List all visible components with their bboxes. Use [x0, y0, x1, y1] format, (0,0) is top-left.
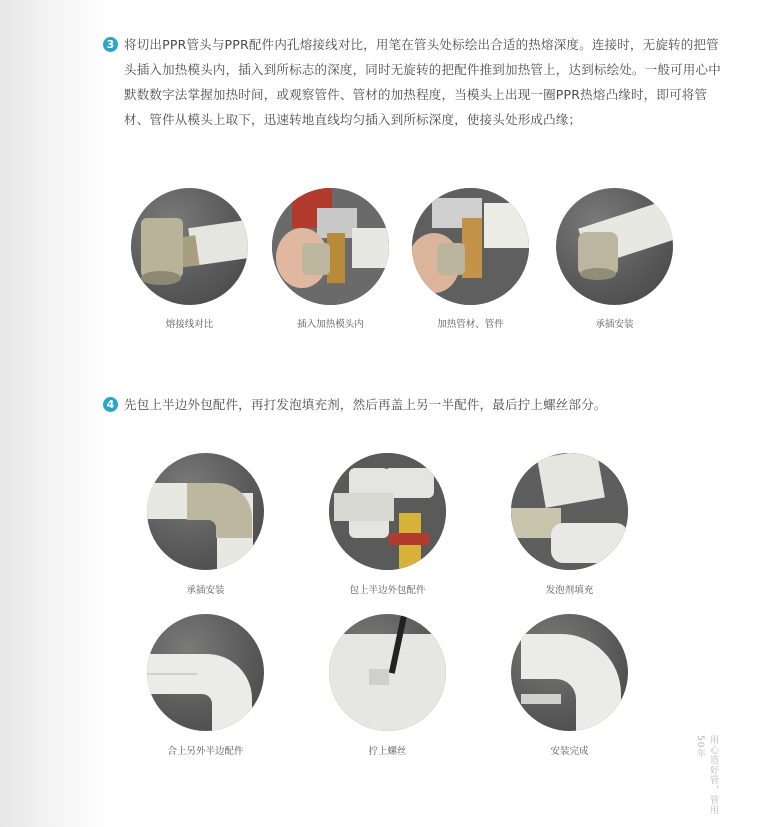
- step-3-line: 默数数字法掌握加热时间，或观察管件、管材的加热程度，当模头上出现一圈PPR热熔凸缘时，即可将管: [124, 87, 708, 102]
- caption-heating-pipe-fitting: 加热管材、管件: [437, 319, 504, 330]
- caption-foam-filling: 发泡剂填充: [545, 585, 594, 596]
- step-4-text: 先包上半边外包配件，再打发泡填充剂，然后再盖上另一半配件，最后拧上螺丝部分。: [124, 397, 607, 412]
- photo-wrap-half-cover: [329, 453, 446, 570]
- photo-tighten-screw: [329, 614, 446, 731]
- photo-heating-pipe-fitting: [412, 188, 529, 305]
- step-3-line: 将切出PPR管头与PPR配件内孔熔接线对比，用笔在管头处标绘出合适的热熔深度。连接时，无旋转的把管: [124, 37, 719, 52]
- photo-socket-install-2: [147, 453, 264, 570]
- slogan-vertical: 用心造好管，管用50年: [695, 735, 718, 815]
- caption-insert-heating-die: 插入加热模头内: [297, 319, 364, 330]
- photo-foam-filling: [511, 453, 628, 570]
- caption-socket-install-2: 承插安装: [186, 585, 225, 596]
- caption-socket-install-1: 承插安装: [595, 319, 634, 330]
- photo-install-complete: [511, 614, 628, 731]
- caption-wrap-half-cover: 包上半边外包配件: [349, 585, 426, 596]
- caption-weld-line-compare: 熔接线对比: [165, 319, 214, 330]
- caption-tighten-screw: 拧上螺丝: [368, 746, 407, 757]
- photo-weld-line-compare: [131, 188, 248, 305]
- step-3-text: [124, 32, 721, 132]
- step-3-badge: 3: [103, 37, 118, 52]
- step-4-badge: 4: [103, 397, 118, 412]
- photo-insert-heating-die: [272, 188, 389, 305]
- photo-socket-install-1: [556, 188, 673, 305]
- step-3-line: 头插入加热模头内，插入到所标志的深度，同时无旋转的把配件推到加热管上，达到标绘处。一般可用心中: [124, 62, 721, 77]
- caption-install-complete: 安装完成: [550, 746, 589, 757]
- photo-close-other-half: [147, 614, 264, 731]
- caption-close-other-half: 合上另外半边配件: [167, 746, 244, 757]
- step-3-line: 材、管件从模头上取下，迅速转地直线均匀插入到所标深度，使接头处形成凸缘；: [124, 112, 582, 127]
